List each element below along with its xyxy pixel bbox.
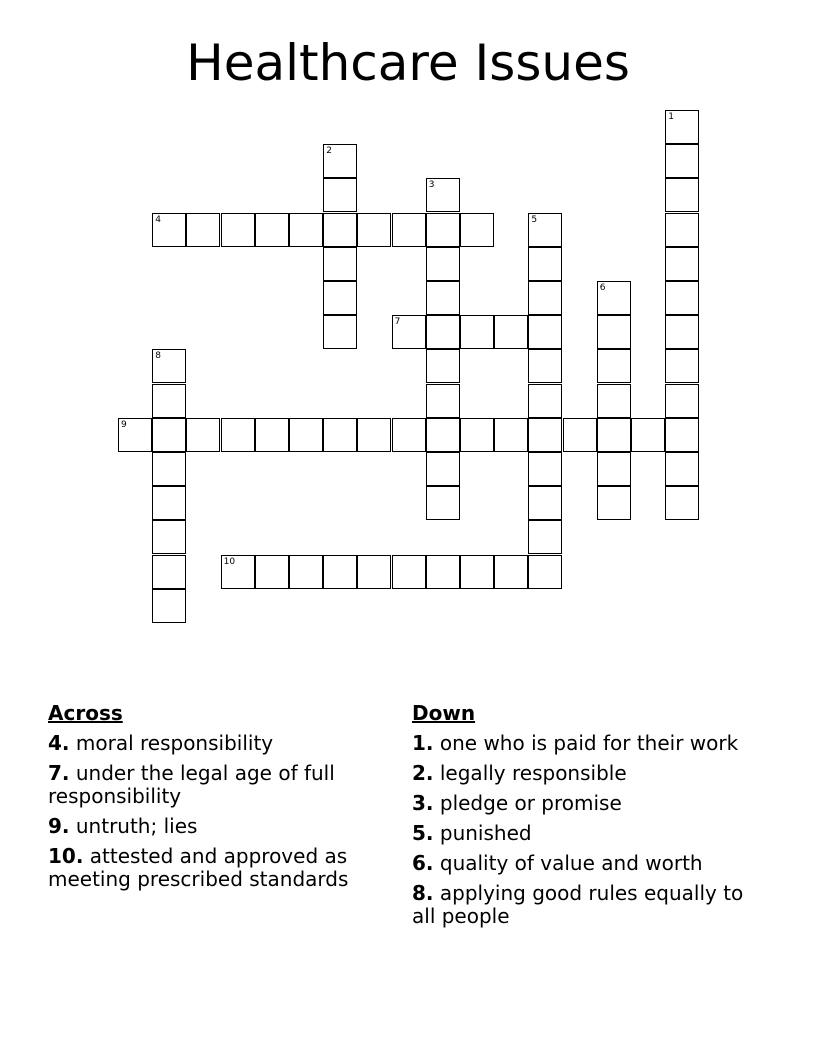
grid-cell[interactable] (528, 384, 562, 418)
clue-across-4 (48, 732, 383, 755)
across-clues (48, 702, 383, 898)
grid-cell[interactable] (528, 486, 562, 520)
grid-cell[interactable] (221, 213, 255, 247)
grid-cell[interactable] (426, 281, 460, 315)
grid-cell[interactable] (152, 418, 186, 452)
grid-cell[interactable] (323, 315, 357, 349)
grid-cell[interactable] (494, 315, 528, 349)
grid-cell[interactable] (289, 418, 323, 452)
clue-text: under the legal age of full responsibility (48, 761, 335, 808)
grid-cell[interactable] (597, 486, 631, 520)
grid-cell[interactable] (597, 418, 631, 452)
cell-number: 4 (155, 214, 161, 225)
grid-cell[interactable] (392, 315, 426, 349)
grid-cell[interactable] (426, 418, 460, 452)
clue-down-2 (412, 762, 757, 785)
grid-cell[interactable] (665, 418, 699, 452)
grid-cell[interactable] (426, 213, 460, 247)
clue-text: legally responsible (439, 761, 627, 785)
clue-number: 6. (412, 851, 434, 875)
grid-cell[interactable] (357, 213, 391, 247)
clue-number: 8. (412, 881, 434, 905)
grid-cell[interactable] (528, 418, 562, 452)
clue-number: 1. (412, 731, 434, 755)
clue-across-10 (48, 845, 383, 891)
grid-cell[interactable] (665, 349, 699, 383)
grid-cell[interactable] (426, 178, 460, 212)
cell-number: 1 (668, 112, 674, 122)
grid-cell[interactable] (152, 349, 186, 383)
grid-cell[interactable] (665, 384, 699, 418)
puzzle-title: Healthcare Issues (186, 34, 630, 92)
grid-cell[interactable] (528, 555, 562, 589)
clue-number: 5. (412, 821, 434, 845)
grid-cell[interactable] (665, 213, 699, 247)
grid-cell[interactable] (597, 349, 631, 383)
cell-number: 10 (223, 556, 236, 567)
clue-across-7 (48, 762, 383, 808)
clue-text: untruth; lies (75, 814, 198, 838)
grid-cell[interactable] (494, 555, 528, 589)
clue-across-9 (48, 815, 383, 838)
clue-down-8 (412, 882, 757, 928)
grid-cell[interactable] (528, 247, 562, 281)
clue-number: 9. (48, 814, 70, 838)
grid-cell[interactable] (255, 213, 289, 247)
across-heading: Across (48, 701, 123, 725)
grid-cell[interactable] (528, 315, 562, 349)
grid-cell[interactable] (460, 418, 494, 452)
clue-text: moral responsibility (75, 731, 274, 755)
grid-cell[interactable] (289, 213, 323, 247)
grid-cell[interactable] (323, 555, 357, 589)
grid-cell[interactable] (426, 384, 460, 418)
grid-cell[interactable] (118, 418, 152, 452)
clue-number: 4. (48, 731, 70, 755)
cell-number: 5 (531, 214, 538, 225)
grid-cell[interactable] (494, 418, 528, 452)
grid-cell[interactable] (323, 144, 357, 178)
clue-text: pledge or promise (439, 791, 622, 815)
grid-cell[interactable] (426, 555, 460, 589)
cell-number: 7 (394, 317, 401, 328)
grid-cell[interactable] (563, 418, 597, 452)
grid-cell[interactable] (426, 452, 460, 486)
grid-cell[interactable] (255, 555, 289, 589)
clue-text: one who is paid for their work (439, 731, 739, 755)
grid-cell[interactable] (221, 555, 255, 589)
clue-down-5 (412, 822, 757, 845)
grid-cell[interactable] (392, 418, 426, 452)
grid-cell[interactable] (631, 418, 665, 452)
grid-cell[interactable] (323, 418, 357, 452)
grid-cell[interactable] (152, 213, 186, 247)
clue-text: quality of value and worth (439, 851, 703, 875)
grid-cell[interactable] (597, 281, 631, 315)
down-heading: Down (412, 701, 476, 725)
grid-cell[interactable] (665, 315, 699, 349)
grid-cell[interactable] (323, 281, 357, 315)
cell-number: 8 (155, 351, 161, 362)
cell-number: 6 (599, 283, 606, 293)
grid-cell[interactable] (323, 247, 357, 281)
clue-number: 10. (48, 844, 84, 868)
grid-cell[interactable] (323, 213, 357, 247)
grid-cell[interactable] (528, 281, 562, 315)
grid-cell[interactable] (597, 452, 631, 486)
clue-number: 7. (48, 761, 70, 785)
grid-cell[interactable] (665, 452, 699, 486)
grid-cell[interactable] (665, 110, 699, 144)
clue-number: 3. (412, 791, 434, 815)
grid-cell[interactable] (186, 213, 220, 247)
grid-cell[interactable] (460, 315, 494, 349)
grid-cell[interactable] (392, 213, 426, 247)
grid-cell[interactable] (528, 349, 562, 383)
grid-cell[interactable] (392, 555, 426, 589)
grid-cell[interactable] (426, 349, 460, 383)
grid-cell[interactable] (152, 486, 186, 520)
clue-down-1 (412, 732, 757, 755)
clue-down-6 (412, 852, 757, 875)
grid-cell[interactable] (426, 247, 460, 281)
grid-cell[interactable] (597, 384, 631, 418)
grid-cell[interactable] (665, 144, 699, 178)
cell-number: 3 (428, 180, 435, 191)
cell-number: 9 (121, 419, 127, 430)
grid-cell[interactable] (186, 418, 220, 452)
grid-cell[interactable] (221, 418, 255, 452)
grid-cell[interactable] (528, 213, 562, 247)
clue-number: 2. (412, 761, 434, 785)
grid-cell[interactable] (426, 486, 460, 520)
grid-cell[interactable] (426, 315, 460, 349)
cell-number: 2 (326, 146, 332, 157)
clue-text: applying good rules equally to all people (412, 881, 744, 928)
grid-cell[interactable] (460, 213, 494, 247)
grid-cell[interactable] (152, 555, 186, 589)
grid-cell[interactable] (323, 178, 357, 212)
grid-cell[interactable] (357, 555, 391, 589)
grid-cell[interactable] (460, 555, 494, 589)
grid-cell[interactable] (152, 589, 186, 623)
down-clues (412, 702, 757, 935)
grid-cell[interactable] (665, 486, 699, 520)
grid-cell[interactable] (357, 418, 391, 452)
grid-cell[interactable] (597, 315, 631, 349)
grid-cell[interactable] (289, 555, 323, 589)
clue-text: punished (439, 821, 532, 845)
grid-cell[interactable] (528, 452, 562, 486)
grid-cell[interactable] (665, 281, 699, 315)
grid-cell[interactable] (152, 384, 186, 418)
grid-cell[interactable] (255, 418, 289, 452)
grid-cell[interactable] (528, 520, 562, 554)
grid-cell[interactable] (152, 452, 186, 486)
clue-text: attested and approved as meeting prescribed standards (48, 844, 349, 891)
grid-cell[interactable] (152, 520, 186, 554)
grid-cell[interactable] (665, 178, 699, 212)
grid-cell[interactable] (665, 247, 699, 281)
clue-down-3 (412, 792, 757, 815)
